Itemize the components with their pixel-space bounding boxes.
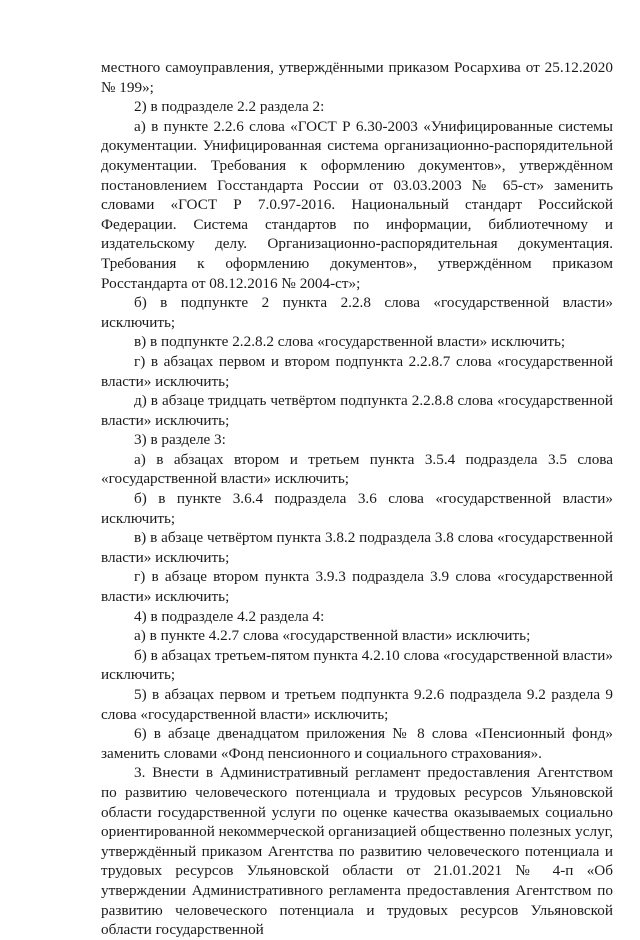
paragraph-item-2d: д) в абзаце тридцать четвёртом подпункта 2.2.8.8 слова «государственной власти» исключить; — [101, 392, 613, 429]
paragraph-item-3v: в) в абзаце четвёртом пункта 3.8.2 подраздела 3.8 слова «государственной власти» исключить; — [101, 529, 613, 566]
paragraph-item-3: 3) в разделе 3: — [134, 431, 226, 449]
paragraph-item-4b: б) в абзацах третьем-пятом пункта 4.2.10 слова «государственной власти» исключить; — [101, 646, 614, 684]
paragraph-item-2b: б) в подпункте 2 пункта 2.2.8 слова «государственной власти» исключить; — [101, 294, 613, 331]
paragraph-item-5: 5) в абзацах первом и третьем подпункта 9.2.6 подраздела 9.2 раздела 9 слова «государственной власти» исключить; — [101, 686, 613, 723]
paragraph-item-2v: в) в подпункте 2.2.8.2 слова «государственной власти» исключить; — [134, 333, 566, 351]
paragraph-item-2a: а) в пункте 2.2.6 слова «ГОСТ Р 6.30-2003 «Унифицированные системы документации. Унифицированная система организационно-распорядительной документации. Требования к оформлению документов», утверждённом постановлением Госстандарта России от 03.03.2003 № 65-ст» заменить словами «ГОСТ Р 7.0.97-2016. Национальный стандарт Российской Федерации. Система стандартов по информации, библиотечному и издательскому делу. Организационно-распорядительная документация. Требования к оформлению документов», утверждённом приказом Росстандарта от 08.12.2016 № 2004-ст»; — [101, 117, 613, 292]
paragraph-item-3g: г) в абзаце втором пункта 3.9.3 подраздела 3.9 слова «государственной власти» исключить; — [101, 568, 613, 606]
document-page — [101, 58, 613, 940]
paragraph-item-3a: а) в абзацах втором и третьем пункта 3.5.4 подраздела 3.5 слова «государственной власти» исключить; — [101, 450, 613, 488]
paragraph-section-3: 3. Внести в Административный регламент предоставления Агентством по развитию человеческого потенциала и трудовых ресурсов Ульяновской области государственной услуги по оценке качества оказываемых социально ориентированной некоммерческой организацией общественно полезных услуг, утверждённый приказом Агентства по развитию человеческого потенциала и трудовых ресурсов Ульяновской области от 21.01.2021 № 4-п «Об утверждении Административного регламента предоставления Агентством по развитию человеческого потенциала и трудовых ресурсов Ульяновской области государственной — [101, 764, 613, 939]
paragraph-item-4: 4) в подразделе 4.2 раздела 4: — [134, 607, 325, 625]
paragraph-continuation: местного самоуправления, утверждёнными приказом Росархива от 25.12.2020 № 199»; — [101, 59, 613, 96]
paragraph-item-6: 6) в абзаце двенадцатом приложения № 8 слова «Пенсионный фонд» заменить словами «Фонд пенсионного и социального страхования». — [101, 725, 613, 762]
paragraph-item-2g: г) в абзацах первом и втором подпункта 2.2.8.7 слова «государственной власти» исключить; — [101, 352, 613, 390]
paragraph-item-3b: б) в пункте 3.6.4 подраздела 3.6 слова «государственной власти» исключить; — [101, 490, 613, 527]
paragraph-item-2: 2) в подразделе 2.2 раздела 2: — [134, 98, 325, 116]
paragraph-item-4a: а) в пункте 4.2.7 слова «государственной власти» исключить; — [134, 627, 531, 645]
